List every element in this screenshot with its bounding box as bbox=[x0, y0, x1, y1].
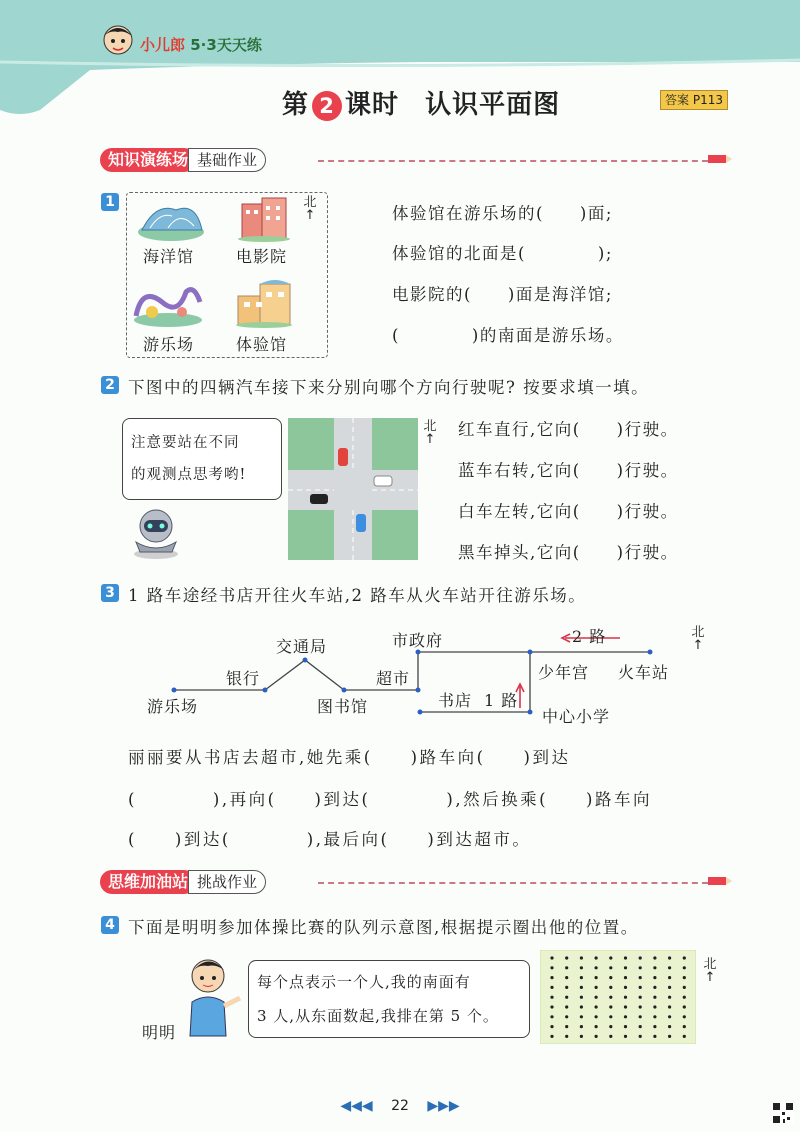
red-car-icon bbox=[338, 448, 348, 466]
formation-dot[interactable] bbox=[565, 956, 568, 959]
formation-dot[interactable] bbox=[609, 956, 612, 959]
question-prompt: 1 路车途经书店开往火车站,2 路车从火车站开往游乐场。 bbox=[128, 586, 587, 605]
answer-reference[interactable] bbox=[660, 90, 728, 110]
formation-dot[interactable] bbox=[550, 986, 553, 989]
fill-line[interactable]: ( ),再向( )到达( ),然后换乘( )路车向 bbox=[128, 790, 652, 809]
page-title bbox=[282, 84, 560, 121]
formation-dot[interactable] bbox=[653, 986, 656, 989]
formation-dot[interactable] bbox=[595, 1025, 598, 1028]
formation-dot[interactable] bbox=[683, 996, 686, 999]
formation-dot[interactable] bbox=[550, 1035, 553, 1038]
formation-dot[interactable] bbox=[580, 996, 583, 999]
formation-dot[interactable] bbox=[624, 1025, 627, 1028]
formation-dot[interactable] bbox=[639, 996, 642, 999]
answer-page: P113 bbox=[692, 93, 723, 107]
formation-dot[interactable] bbox=[683, 966, 686, 969]
lesson-suffix: 课时 bbox=[345, 90, 400, 120]
formation-dot[interactable] bbox=[550, 1015, 553, 1018]
speech-bubble bbox=[248, 960, 530, 1038]
pencil-icon bbox=[708, 874, 732, 888]
formation-dot[interactable] bbox=[668, 976, 671, 979]
formation-dot[interactable] bbox=[639, 1005, 642, 1008]
brand-name: 小儿郎 bbox=[140, 36, 186, 54]
place-label-experience: 体验馆 bbox=[236, 335, 288, 354]
formation-dot[interactable] bbox=[565, 1035, 568, 1038]
formation-dot[interactable] bbox=[683, 956, 686, 959]
mascot-icon bbox=[98, 22, 138, 62]
formation-dot[interactable] bbox=[595, 1015, 598, 1018]
section-pill: 思维加油站 bbox=[100, 870, 196, 894]
formation-dot[interactable] bbox=[595, 1035, 598, 1038]
map-label-bank: 银行 bbox=[226, 669, 261, 688]
formation-dot[interactable] bbox=[565, 976, 568, 979]
formation-dot[interactable] bbox=[639, 976, 642, 979]
experience-hall-icon bbox=[234, 280, 296, 328]
formation-dot[interactable] bbox=[683, 976, 686, 979]
answer-label: 答案 bbox=[665, 93, 690, 107]
formation-dot[interactable] bbox=[683, 1025, 686, 1028]
series-name: 5·3天天练 bbox=[190, 36, 262, 54]
prev-marks: ◀◀◀ bbox=[340, 1098, 373, 1114]
formation-dot[interactable] bbox=[565, 1015, 568, 1018]
formation-dot[interactable] bbox=[639, 1035, 642, 1038]
place-label-amusement: 游乐场 bbox=[143, 335, 195, 354]
formation-dot[interactable] bbox=[595, 996, 598, 999]
section-sub: 挑战作业 bbox=[188, 870, 266, 894]
next-marks: ▶▶▶ bbox=[427, 1098, 460, 1114]
formation-dot[interactable] bbox=[565, 966, 568, 969]
route-2-label: 2 路 bbox=[572, 627, 607, 646]
formation-dot[interactable] bbox=[668, 966, 671, 969]
formation-dot[interactable] bbox=[668, 996, 671, 999]
formation-dot[interactable] bbox=[580, 966, 583, 969]
formation-dot[interactable] bbox=[683, 986, 686, 989]
fill-line[interactable]: 红车直行,它向( )行驶。 bbox=[458, 420, 679, 439]
formation-dot[interactable] bbox=[668, 1025, 671, 1028]
lesson-prefix: 第 bbox=[282, 90, 310, 120]
formation-dot[interactable] bbox=[624, 986, 627, 989]
formation-dot[interactable] bbox=[653, 1025, 656, 1028]
brand bbox=[140, 34, 262, 55]
formation-dot[interactable] bbox=[639, 1015, 642, 1018]
north-label: 北 bbox=[423, 419, 437, 434]
north-indicator: 北 ↑ bbox=[691, 625, 705, 653]
formation-dot[interactable] bbox=[668, 1035, 671, 1038]
formation-dot[interactable] bbox=[668, 956, 671, 959]
formation-dot[interactable] bbox=[580, 1005, 583, 1008]
formation-dot[interactable] bbox=[550, 1005, 553, 1008]
fill-line[interactable]: 黑车掉头,它向( )行驶。 bbox=[458, 543, 679, 562]
hint-line: 的观测点思考哟! bbox=[131, 467, 247, 483]
formation-dot[interactable] bbox=[550, 1025, 553, 1028]
lesson-title: 认识平面图 bbox=[425, 90, 561, 120]
formation-dot[interactable] bbox=[609, 1035, 612, 1038]
section-sub: 基础作业 bbox=[188, 148, 266, 172]
formation-dot[interactable] bbox=[624, 1005, 627, 1008]
hint-bubble bbox=[122, 418, 282, 500]
formation-dot[interactable] bbox=[639, 986, 642, 989]
formation-dot[interactable] bbox=[580, 956, 583, 959]
north-indicator: 北 ↑ bbox=[303, 195, 317, 223]
formation-dot[interactable] bbox=[609, 1015, 612, 1018]
aquarium-icon bbox=[136, 200, 206, 242]
formation-dot[interactable] bbox=[653, 956, 656, 959]
formation-dot[interactable] bbox=[609, 976, 612, 979]
formation-dot[interactable] bbox=[550, 976, 553, 979]
formation-dot[interactable] bbox=[683, 1005, 686, 1008]
formation-dot[interactable] bbox=[624, 976, 627, 979]
north-label: 北 bbox=[703, 957, 717, 972]
question-number: 3 bbox=[101, 584, 119, 602]
formation-dot[interactable] bbox=[624, 956, 627, 959]
north-label: 北 bbox=[303, 195, 317, 210]
section-challenge bbox=[100, 870, 266, 894]
question-prompt: 下面是明明参加体操比赛的队列示意图,根据提示圈出他的位置。 bbox=[128, 918, 639, 937]
fill-line[interactable]: 丽丽要从书店去超市,她先乘( )路车向( )到达 bbox=[128, 748, 571, 767]
student-name: 明明 bbox=[142, 1023, 177, 1042]
formation-dot[interactable] bbox=[668, 1005, 671, 1008]
qr-code-icon[interactable] bbox=[772, 1102, 794, 1124]
question-number: 2 bbox=[101, 376, 119, 394]
formation-dot[interactable] bbox=[565, 1005, 568, 1008]
formation-dot[interactable] bbox=[653, 1005, 656, 1008]
formation-dot[interactable] bbox=[624, 966, 627, 969]
fill-line[interactable]: 体验馆在游乐场的( )面; bbox=[392, 204, 613, 223]
amusement-park-icon bbox=[132, 282, 204, 328]
intersection-map bbox=[288, 418, 418, 560]
fill-line[interactable]: 体验馆的北面是( ); bbox=[392, 244, 613, 263]
map-label-youth-palace: 少年宫 bbox=[538, 663, 590, 682]
formation-dot[interactable] bbox=[624, 1015, 627, 1018]
hint-line: 注意要站在不同 bbox=[131, 435, 240, 451]
map-label-municipal: 市政府 bbox=[392, 631, 444, 650]
black-car-icon bbox=[310, 494, 328, 504]
formation-dot[interactable] bbox=[639, 1025, 642, 1028]
formation-dot[interactable] bbox=[580, 986, 583, 989]
formation-dot[interactable] bbox=[580, 1015, 583, 1018]
formation-dot[interactable] bbox=[609, 966, 612, 969]
formation-dot[interactable] bbox=[595, 966, 598, 969]
speech-line: 3 人,从东面数起,我排在第 5 个。 bbox=[257, 1007, 499, 1025]
lesson-number: 2 bbox=[312, 91, 342, 121]
formation-dot[interactable] bbox=[653, 996, 656, 999]
map-label-bookstore: 书店 bbox=[438, 691, 473, 710]
formation-dot[interactable] bbox=[639, 956, 642, 959]
section-divider bbox=[318, 160, 708, 162]
map-label-supermarket: 超市 bbox=[376, 669, 411, 688]
map-label-amusement: 游乐场 bbox=[147, 697, 199, 716]
place-label-cinema: 电影院 bbox=[236, 247, 288, 266]
cinema-icon bbox=[236, 196, 292, 242]
section-pill: 知识演练场 bbox=[100, 148, 196, 172]
formation-dot[interactable] bbox=[565, 996, 568, 999]
map-label-station: 火车站 bbox=[618, 663, 670, 682]
formation-dot[interactable] bbox=[565, 986, 568, 989]
north-indicator: 北 ↑ bbox=[423, 419, 437, 447]
fill-line[interactable]: 白车左转,它向( )行驶。 bbox=[458, 502, 679, 521]
fill-line[interactable]: 蓝车右转,它向( )行驶。 bbox=[458, 461, 679, 480]
formation-dot[interactable] bbox=[550, 966, 553, 969]
place-label-aquarium: 海洋馆 bbox=[143, 247, 195, 266]
section-basic bbox=[100, 148, 266, 172]
formation-dot[interactable] bbox=[550, 956, 553, 959]
map-label-transport: 交通局 bbox=[276, 637, 328, 656]
formation-dot[interactable] bbox=[624, 996, 627, 999]
route-1-label: 1 路 bbox=[484, 691, 519, 710]
formation-dot[interactable] bbox=[609, 1005, 612, 1008]
blue-car-icon bbox=[356, 514, 366, 532]
formation-dot[interactable] bbox=[595, 1005, 598, 1008]
formation-dot[interactable] bbox=[595, 976, 598, 979]
question-prompt: 下图中的四辆汽车接下来分别向哪个方向行驶呢? 按要求填一填。 bbox=[128, 378, 650, 397]
formation-dot[interactable] bbox=[683, 1035, 686, 1038]
boy-avatar bbox=[178, 952, 244, 1040]
formation-dot[interactable] bbox=[668, 986, 671, 989]
north-indicator: 北 ↑ bbox=[703, 957, 717, 985]
formation-dot[interactable] bbox=[580, 1025, 583, 1028]
formation-dot[interactable] bbox=[609, 986, 612, 989]
formation-dot[interactable] bbox=[609, 996, 612, 999]
fill-line[interactable]: 电影院的( )面是海洋馆; bbox=[392, 285, 613, 304]
pencil-icon bbox=[708, 152, 732, 166]
formation-dot[interactable] bbox=[609, 1025, 612, 1028]
formation-dot[interactable] bbox=[653, 1035, 656, 1038]
speech-line: 每个点表示一个人,我的南面有 bbox=[257, 973, 471, 991]
formation-dot[interactable] bbox=[668, 1015, 671, 1018]
formation-dot[interactable] bbox=[595, 986, 598, 989]
section-divider bbox=[318, 882, 708, 884]
formation-grid[interactable] bbox=[540, 950, 696, 1044]
formation-dot[interactable] bbox=[624, 1035, 627, 1038]
robot-icon bbox=[126, 502, 186, 560]
formation-dot[interactable] bbox=[580, 1035, 583, 1038]
page-footer bbox=[0, 1098, 800, 1114]
formation-dot[interactable] bbox=[683, 1015, 686, 1018]
question-number: 4 bbox=[101, 916, 119, 934]
map-label-primary-school: 中心小学 bbox=[542, 707, 611, 726]
formation-dot[interactable] bbox=[653, 976, 656, 979]
page-number: 22 bbox=[391, 1098, 409, 1114]
fill-line[interactable]: ( )的南面是游乐场。 bbox=[392, 326, 624, 345]
formation-dot[interactable] bbox=[565, 1025, 568, 1028]
north-label: 北 bbox=[691, 625, 705, 640]
fill-line[interactable]: ( )到达( ),最后向( )到达超市。 bbox=[128, 830, 532, 849]
formation-dot[interactable] bbox=[550, 996, 553, 999]
formation-dot[interactable] bbox=[580, 976, 583, 979]
formation-dot[interactable] bbox=[639, 966, 642, 969]
formation-dot[interactable] bbox=[653, 966, 656, 969]
white-car-icon bbox=[374, 476, 392, 486]
map-label-library: 图书馆 bbox=[317, 697, 369, 716]
question-number: 1 bbox=[101, 193, 119, 211]
formation-dot[interactable] bbox=[595, 956, 598, 959]
formation-dot[interactable] bbox=[653, 1015, 656, 1018]
